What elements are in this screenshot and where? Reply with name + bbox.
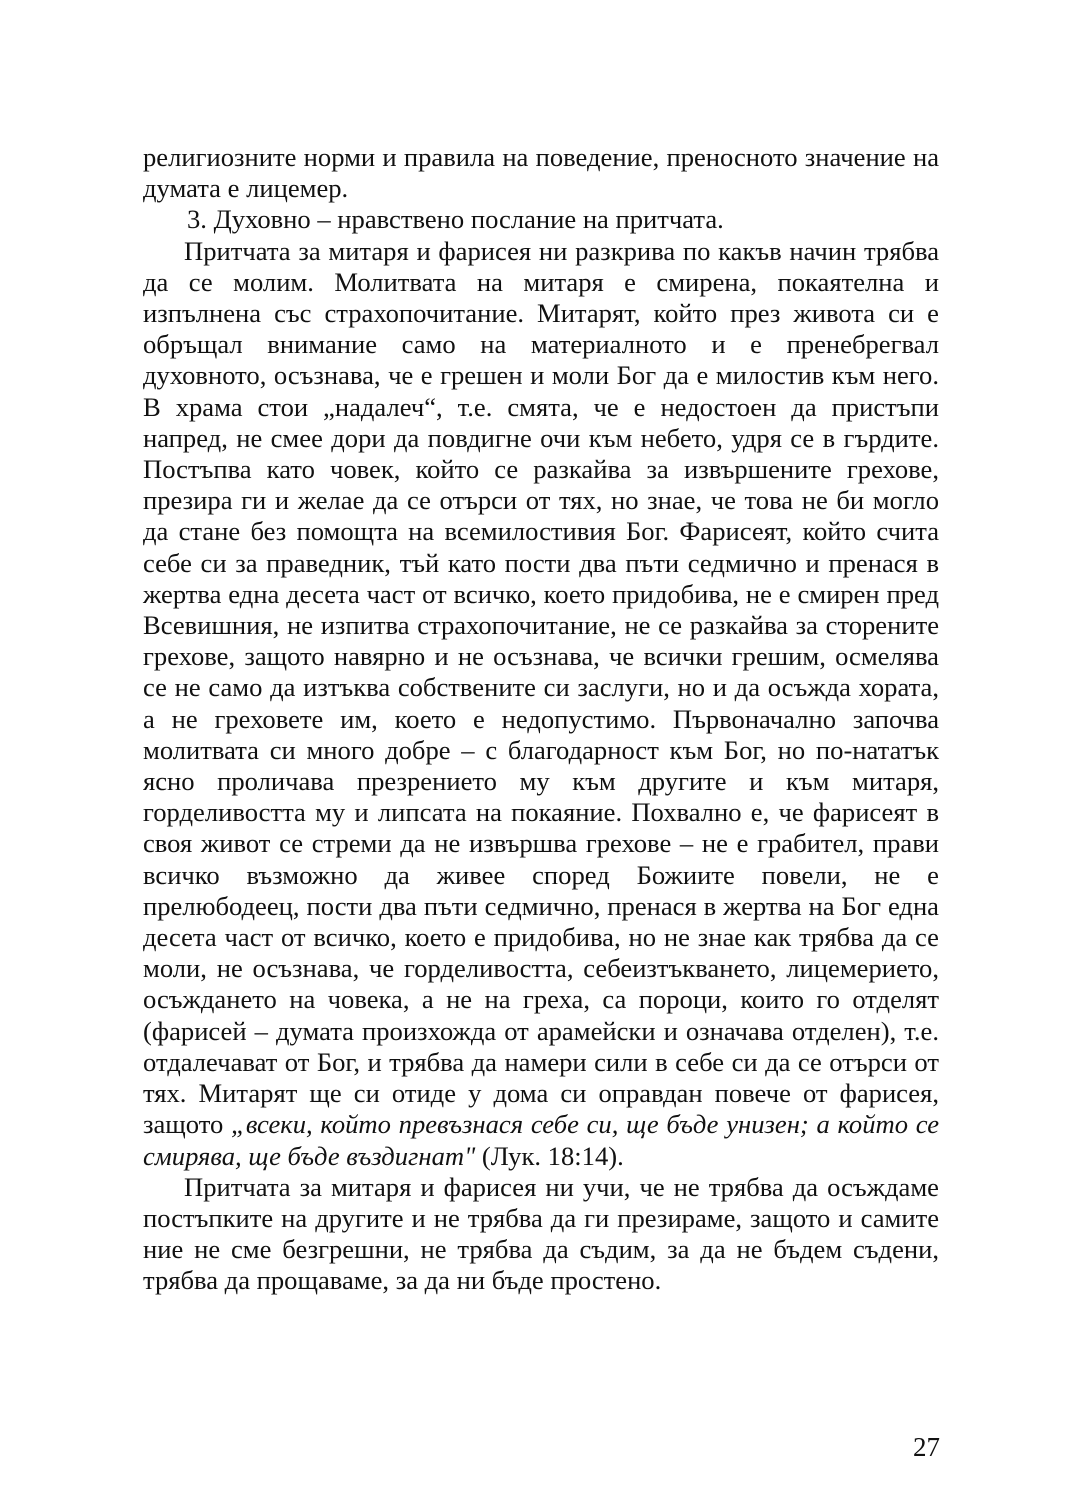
bible-reference: (Лук. 18:14). — [475, 1140, 624, 1171]
page-body — [143, 142, 939, 1297]
page-number: 27 — [913, 1432, 940, 1462]
section-heading: 3. Духовно – нравствено послание на притчата. — [187, 204, 724, 235]
paragraph-2: Притчата за митаря и фарисея ни учи, че не трябва да осъждаме постъпките на другите и не трябва да ги презираме, защото и самите ние не сме безгрешни, не трябва да съдим, за да не бъдем съдени, трябва да прощаваме, за да ни бъде простено. — [143, 1171, 939, 1296]
continuation-paragraph: религиозните норми и правила на поведение, преносното значение на думата е лицемер. — [143, 142, 939, 204]
bible-quote: „всеки, който превъзнася себе си, ще бъде унизен; а който се смирява, ще бъде въздигнат" — [143, 1109, 940, 1171]
paragraph-1-text: Притчата за митаря и фарисея ни разкрива по какъв начин трябва да се молим. Молитвата на митаря е смирена, покаятелна и изпълнена със страхопочитание. Митарят, който през живота си е обръщал внимание само на материалното и е пренебрегвал духовното, осъзнава, че е грешен и моли Бог да е милостив към него. В храма стои „надалеч“, т.е. смята, че е недостоен да пристъпи напред, не смее дори да повдигне очи към небето, удря се в гърдите. Постъпва като човек, който се разкайва за извършените грехове, презира ги и желае да се отърси от тях, но знае, че това не би могло да стане без помощта на всемилостивия Бог. Фарисеят, който счита себе си за праведник, тъй като пости два пъти седмично и пренася в жертва една десета част от всичко, което придобива, не е смирен пред Всевишния, не изпитва страхопочитание, не се разкайва за сторените грехове, защото навярно и не осъзнава, че всички грешим, осмелява се не само да изтъква собствените си заслуги, но и да осъжда хората, а не греховете им, което е недопустимо. Първоначално започва молитвата си много добре – с благодарност към Бог, но по-нататък ясно проличава презрението му към другите и към митаря, горделивостта му и липсата на покаяние. Похвално е, че фарисеят в своя живот се стреми да не извършва грехове – не е грабител, прави всичко възможно да живее според Божиите повели, не е прелюбодеец, пости два пъти седмично, пренася в жертва на Бог една десета част от всичко, което е придобива, но не знае как трябва да се моли, не осъзнава, че горделивостта, себеизтъкването, лицемерието, осъждането на човека, а не на греха, са пороци, които го отделят (фарисей – думата произхожда от арамейски и означава отделен), т.е. отдалечават от Бог, и трябва да намери сили в себе си да се отърси от тях. Митарят ще си отиде у дома си оправдан повече от фарисея, защото — [143, 235, 939, 1140]
paragraph-1 — [143, 236, 939, 1172]
